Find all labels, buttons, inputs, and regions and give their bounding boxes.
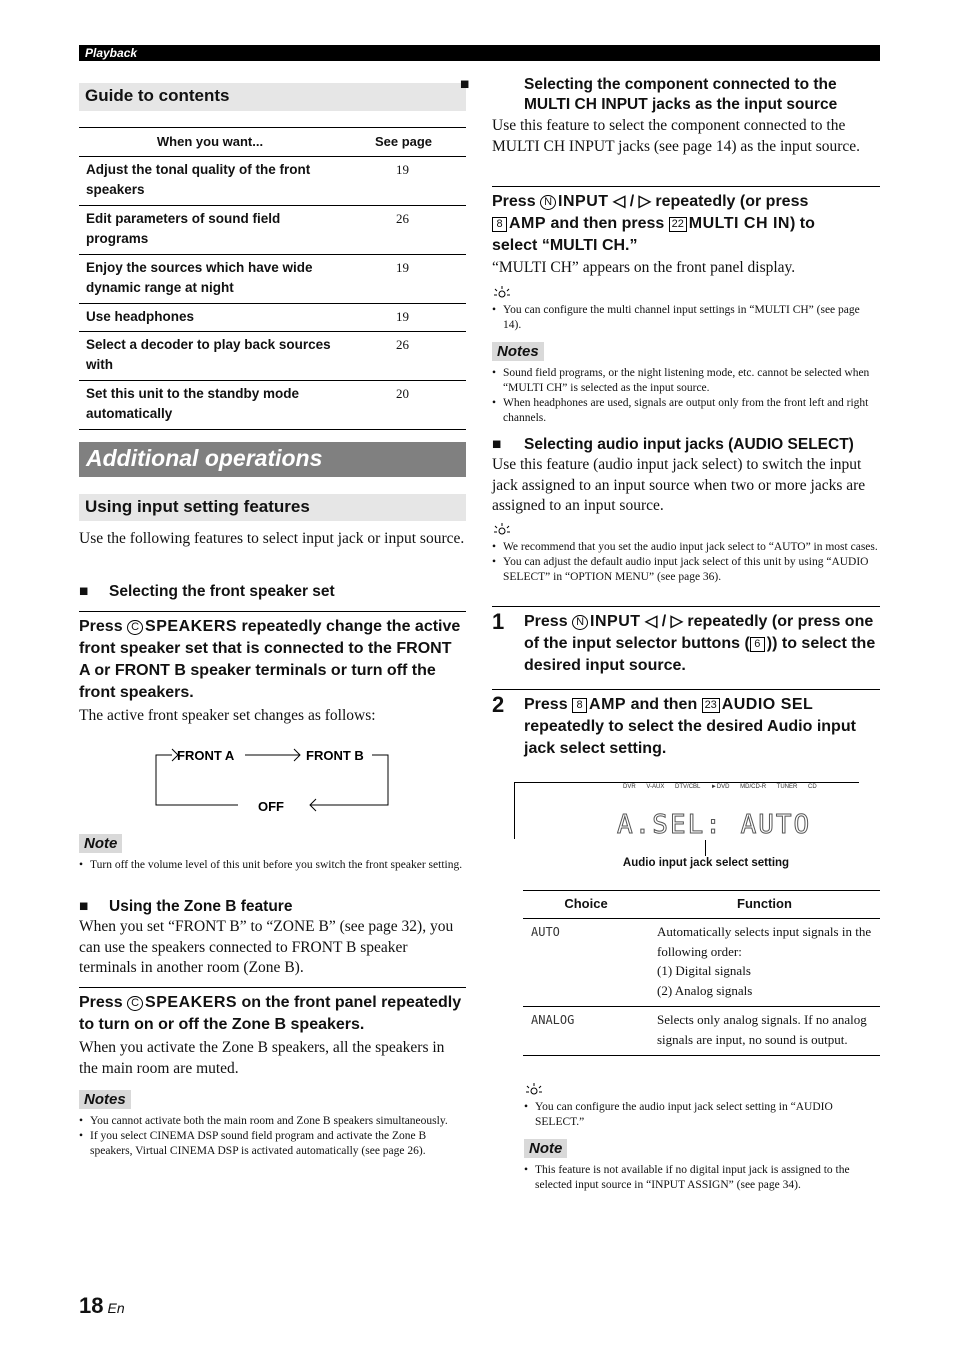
step-number-1: 1 [492, 609, 505, 634]
choice-cell: ANALOG [523, 1007, 649, 1056]
audio-step-1: Press N INPUT ◁ / ▷ repeatedly (or press one of the input selector buttons ( 6 )) to select the desired input source. [524, 613, 876, 674]
audio-sel-tips-2 [524, 1100, 880, 1130]
header-bar [79, 45, 880, 61]
callout-line [705, 840, 706, 856]
table-row [79, 304, 466, 332]
display-indicators: DVR V-AUX DTV/CBL ►DVD MD/CD-R TUNER CD [623, 784, 817, 790]
guide-cell: Set this unit to the standby mode automatically [79, 381, 341, 430]
tip-item: • We recommend that you set the audio input jack select to “AUTO” in most cases. [492, 540, 880, 555]
note-item: • You cannot activate both the main room and Zone B speakers simultaneously. [79, 1114, 469, 1129]
section-banner: Additional operations [79, 442, 466, 477]
choice-table-wrap [523, 890, 880, 1056]
key-n-icon: N [572, 615, 588, 630]
divider [79, 611, 466, 612]
guide-cell: Adjust the tonal quality of the front speakers [79, 157, 341, 206]
notes-tag: Notes [492, 342, 544, 361]
note-item: • Sound field programs, or the night listening mode, etc. cannot be selected when “MULTI CH” is selected as the input source. [492, 366, 882, 396]
key-c-icon: C [127, 996, 143, 1011]
multi-step: Press N INPUT ◁ / ▷ repeatedly (or press 8 AMP and then press 22 MULTI CH IN) to select “MULTI CH.” [492, 193, 815, 254]
notes-tag: Notes [79, 1090, 131, 1109]
key-8-icon: 8 [572, 698, 587, 713]
key-n-icon: N [540, 195, 556, 210]
choice-table [523, 890, 880, 1056]
guide-table-wrap [79, 127, 466, 430]
key-6-icon: 6 [750, 637, 765, 652]
audio-sel-heading: ■ Selecting audio input jacks (AUDIO SELECT) [492, 436, 854, 453]
multi-result: “MULTI CH” appears on the front panel display. [492, 259, 796, 276]
guide-page-cell: 19 [341, 157, 466, 206]
zone-b-heading: ■ Using the Zone B feature [79, 898, 293, 915]
guide-page-cell: 26 [341, 332, 466, 381]
guide-cell: Use headphones [79, 304, 341, 332]
note-item: • When headphones are used, signals are output only from the front left and right channels. [492, 396, 882, 426]
zone-b-notes [79, 1114, 469, 1159]
choice-cell: AUTO [523, 919, 649, 1007]
table-row [79, 255, 466, 304]
function-header: Function [649, 891, 880, 919]
diagram-front-b: FRONT B [306, 748, 364, 763]
display-caption: Audio input jack select setting [622, 857, 790, 869]
diagram-off: OFF [258, 799, 284, 814]
front-set-notes [79, 858, 466, 873]
display-readout: A.SEL: AUTO [617, 810, 812, 840]
table-row [523, 1007, 880, 1056]
front-set-result: The active front speaker set changes as follows: [79, 707, 376, 724]
page-number: 18 En [79, 1293, 125, 1318]
note-item: • Turn off the volume level of this unit before you switch the front speaker setting. [79, 858, 466, 873]
guide-header-page: See page [341, 128, 466, 157]
zone-b-text: When you set “FRONT B” to “ZONE B” (see page 32), you can use the speakers connected to FRONT B speaker terminals in another room (Zone B). [79, 918, 454, 976]
zone-b-result: When you activate the Zone B speakers, all the speakers in the main room are muted. [79, 1039, 445, 1077]
multi-notes [492, 366, 882, 426]
audio-sel-text: Use this feature (audio input jack select) to switch the input jack assigned to an input source when two or more jacks are assigned to an input source. [492, 456, 866, 514]
tip-item: • You can configure the multi channel input settings in “MULTI CH” (see page 14). [492, 303, 880, 333]
guide-cell: Edit parameters of sound field programs [79, 206, 341, 255]
table-row [79, 157, 466, 206]
speaker-cycle-diagram [150, 742, 395, 814]
divider [492, 186, 880, 187]
note-tag: Note [79, 834, 122, 853]
function-cell: Selects only analog signals. If no analog signals are input, no sound is output. [649, 1007, 880, 1056]
front-panel-display [514, 782, 859, 839]
table-row [79, 206, 466, 255]
table-row [523, 919, 880, 1007]
guide-cell: Select a decoder to play back sources with [79, 332, 341, 381]
tip-item: • You can adjust the default audio input jack select of this unit by using “AUDIO SELECT” in “OPTION MENU” (see page 36). [492, 555, 880, 585]
key-c-icon: C [127, 620, 143, 635]
audio-sel-notes [524, 1163, 880, 1193]
front-set-step: Press C SPEAKERS repeatedly change the active front speaker set that is connected to the FRONT A or FRONT B speaker terminals or turn off the front speakers. [79, 618, 461, 701]
divider [79, 987, 466, 988]
note-tag: Note [524, 1139, 567, 1158]
guide-table [79, 127, 466, 430]
table-row [79, 332, 466, 381]
divider [492, 689, 880, 690]
key-22-icon: 22 [669, 217, 687, 232]
intro-text: Use the following features to select input jack or input source. [79, 530, 465, 547]
guide-page-cell: 26 [341, 206, 466, 255]
guide-header-want: When you want... [79, 128, 341, 157]
table-row [79, 381, 466, 430]
note-item: • This feature is not available if no digital input jack is assigned to the selected input source in “INPUT ASSIGN” (see page 34). [524, 1163, 880, 1193]
divider [492, 606, 880, 607]
audio-step-2: Press 8 AMP and then 23 AUDIO SEL repeatedly to select the desired Audio input jack select setting. [524, 696, 856, 757]
multi-tips [492, 303, 880, 333]
subsection-title: Using input setting features [79, 494, 466, 521]
front-set-heading: ■ Selecting the front speaker set [79, 583, 335, 600]
guide-cell: Enjoy the sources which have wide dynamic range at night [79, 255, 341, 304]
function-cell: Automatically selects input signals in the following order: (1) Digital signals (2) Analog signals [649, 919, 880, 1007]
guide-title: Guide to contents [79, 83, 466, 111]
key-8-icon: 8 [492, 217, 507, 232]
key-23-icon: 23 [702, 698, 720, 713]
diagram-front-a: FRONT A [177, 748, 235, 763]
tip-item: • You can configure the audio input jack select setting in “AUDIO SELECT.” [524, 1100, 880, 1130]
choice-header: Choice [523, 891, 649, 919]
audio-sel-tips [492, 540, 880, 585]
step-number-2: 2 [492, 692, 505, 717]
guide-page-cell: 19 [341, 255, 466, 304]
multi-heading: ■ Selecting the component connected to the MULTI CH INPUT jacks as the input source [460, 76, 838, 113]
guide-page-cell: 20 [341, 381, 466, 430]
zone-b-step: Press C SPEAKERS on the front panel repeatedly to turn on or off the Zone B speakers. [79, 994, 462, 1033]
section-label: Playback [85, 46, 138, 60]
guide-page-cell: 19 [341, 304, 466, 332]
multi-text: Use this feature to select the component connected to the MULTI CH INPUT jacks (see page 14) as the input source. [492, 117, 861, 155]
note-item: • If you select CINEMA DSP sound field program and activate the Zone B speakers, Virtual CINEMA DSP is activated automatically (see page 26). [79, 1129, 469, 1159]
